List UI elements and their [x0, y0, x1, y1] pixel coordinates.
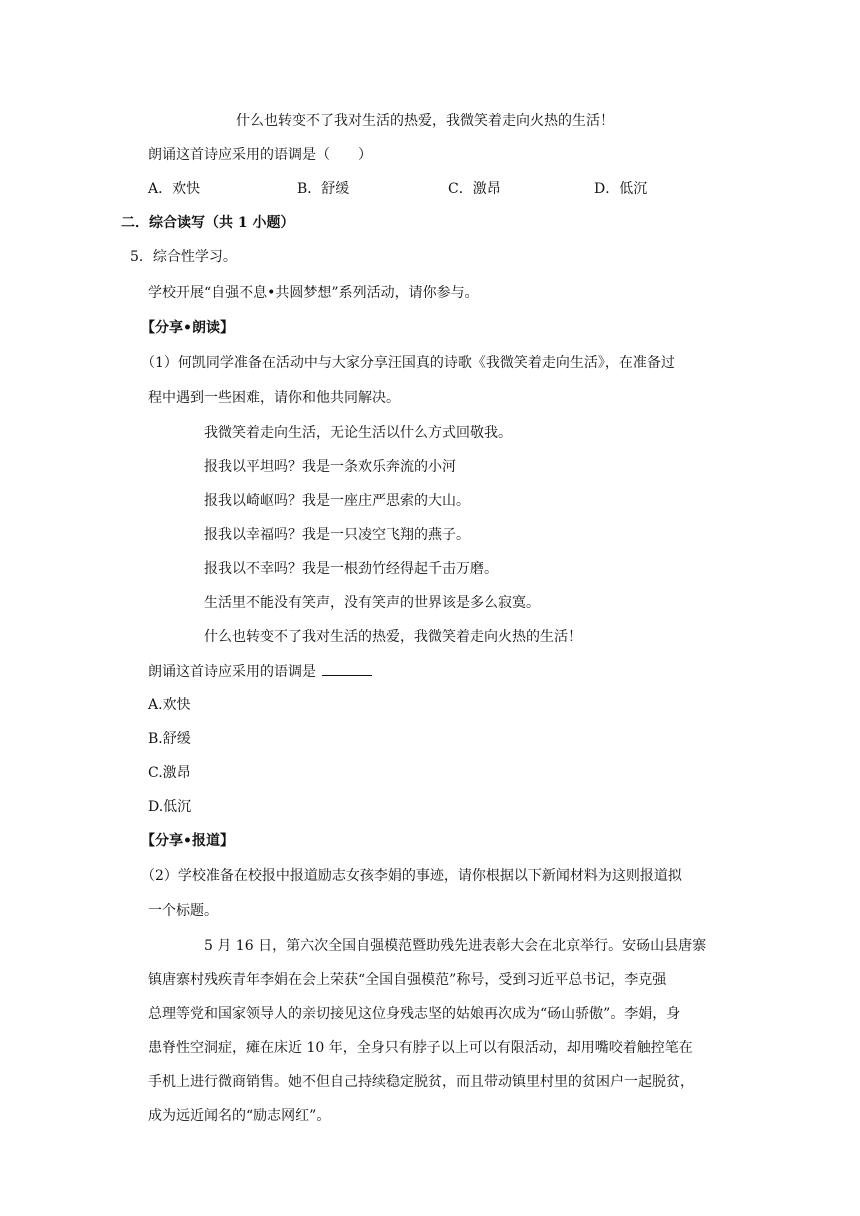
part1-option-b: B.舒缓 [148, 731, 191, 747]
poem-line: 生活里不能没有笑声，没有笑声的世界该是多么寂寞。 [204, 595, 540, 611]
news-line: 成为远近闻名的“励志网红”。 [148, 1108, 331, 1124]
poem-line: 什么也转变不了我对生活的热爱，我微笑着走向火热的生活！ [204, 629, 582, 645]
news-line: 患脊性空洞症，瘫在床近 10 年，全身只有脖子以上可以有限活动，却用嘴咬着触控笔在 [148, 1040, 693, 1056]
q4-option-b: B．舒缓 [297, 181, 350, 197]
news-line: 5 月 16 日，第六次全国自强模范暨助残先进表彰大会在北京举行。安砀山县唐寨 [204, 938, 707, 954]
q4-option-c: C．激昂 [448, 181, 501, 197]
news-line: 手机上进行微商销售。她不但自己持续稳定脱贫，而且带动镇里村里的贫困户一起脱贫， [148, 1074, 694, 1090]
part2-question-line2: 一个标题。 [148, 903, 218, 919]
part2-question-line1: （2）学校准备在校报中报道励志女孩李娟的事迹，请你根据以下新闻材料为这则报道拟 [141, 868, 682, 884]
news-line: 总理等党和国家领导人的亲切接见这位身残志坚的姑娘再次成为“砀山骄傲”。李娟，身 [148, 1006, 681, 1022]
q4-option-a: A．欢快 [148, 181, 201, 197]
part1-heading: 【分享•朗读】 [141, 320, 234, 336]
part1-question-line2: 程中遇到一些困难，请你和他共同解决。 [148, 390, 400, 406]
part2-heading: 【分享•报道】 [141, 833, 234, 849]
part1-fill-stem-text: 朗诵这首诗应采用的语调是 [148, 664, 316, 680]
poem-line: 我微笑着走向生活，无论生活以什么方式回敬我。 [204, 425, 512, 441]
poem-line: 报我以幸福吗？我是一只凌空飞翔的燕子。 [204, 527, 470, 543]
q4-stem: 朗诵这首诗应采用的语调是（ ） [148, 147, 372, 163]
q5-number-title: 5．综合性学习。 [130, 249, 237, 265]
news-line: 镇唐寨村残疾青年李娟在会上荣获“全国自强模范”称号，受到习近平总书记，李克强 [148, 972, 667, 988]
q4-option-d: D．低沉 [594, 181, 648, 197]
section2-title: 二．综合读写（共 1 小题） [121, 215, 295, 231]
top-poem-last-line: 什么也转变不了我对生活的热爱，我微笑着走向火热的生活！ [236, 113, 614, 129]
q5-intro: 学校开展“自强不息•共圆梦想”系列活动，请你参与。 [148, 285, 479, 301]
poem-line: 报我以平坦吗？我是一条欢乐奔流的小河 [204, 459, 456, 475]
part1-fill-stem [148, 661, 372, 682]
poem-line: 报我以崎岖吗？我是一座庄严思索的大山。 [204, 493, 470, 509]
answer-blank[interactable] [322, 661, 372, 676]
part1-option-d: D.低沉 [148, 799, 192, 815]
poem-line: 报我以不幸吗？我是一根劲竹经得起千击万磨。 [204, 561, 498, 577]
part1-option-a: A.欢快 [148, 697, 191, 713]
part1-question-line1: （1）何凯同学准备在活动中与大家分享汪国真的诗歌《我微笑着走向生活》，在准备过 [141, 355, 675, 371]
part1-option-c: C.激昂 [148, 765, 191, 781]
